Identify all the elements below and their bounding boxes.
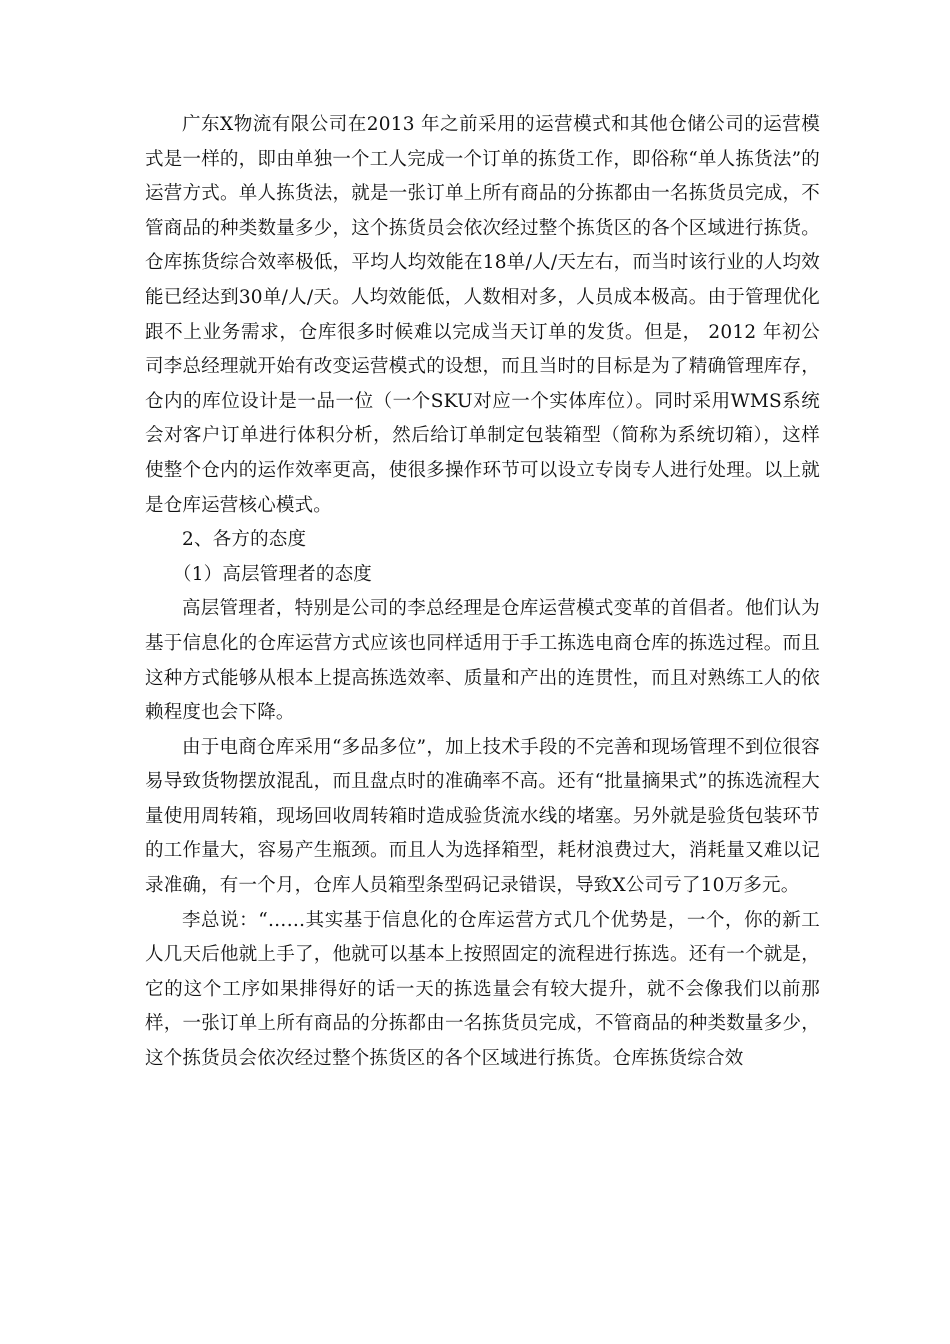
subsection-heading-senior-management: （1）高层管理者的态度 [173,563,372,585]
paragraph-quote-li: 李总说：“……其实基于信息化的仓库运营方式几个优势是，一个，你的新工人几天后他就上手了，他就可以基本上按照固定的流程进行拣选。还有一个就是，它的这个工序如果排得好的话一天的拣选量会有较大提升，就不会像我们以前那样，一张订单上所有商品的分拣都由一名拣货员完成，不管商品的种类数量多少，这个拣货员会依次经过整个拣货区的各个区域进行拣货。仓库拣货综合效 [145,909,820,1070]
document-body [145,108,820,1077]
section-heading-attitudes: 2、各方的态度 [182,529,307,551]
paragraph-warehouse-problems: 由于电商仓库采用“多品多位”，加上技术手段的不完善和现场管理不到位很容易导致货物摆放混乱，而且盘点时的准确率不高。还有“批量摘果式”的拣选流程大量使用周转箱，现场回收周转箱时造成验货流水线的堵塞。另外就是验货包装环节的工作量大，容易产生瓶颈。而且人为选择箱型，耗材浪费过大，消耗量又难以记录准确，有一个月，仓库人员箱型条型码记录错误，导致X公司亏了10万多元。 [145,736,820,897]
paragraph-senior-management: 高层管理者，特别是公司的李总经理是仓库运营模式变革的首倡者。他们认为基于信息化的仓库运营方式应该也同样适用于手工拣选电商仓库的拣选过程。而且这种方式能够从根本上提高拣选效率、质量和产出的连贯性，而且对熟练工人的依赖程度也会下降。 [145,598,820,724]
paragraph-operating-model: 广东X物流有限公司在2013 年之前采用的运营模式和其他仓储公司的运营模式是一样的，即由单独一个工人完成一个订单的拣货工作，即俗称“单人拣货法”的运营方式。单人拣货法，就是一张订单上所有商品的分拣都由一名拣货员完成，不管商品的种类数量多少，这个拣货员会依次经过整个拣货区的各个区域进行拣货。仓库拣货综合效率极低，平均人均效能在18单/人/天左右，而当时该行业的人均效能已经达到30单/人/天。人均效能低，人数相对多，人员成本极高。由于管理优化跟不上业务需求，仓库很多时候难以完成当天订单的发货。但是， 2012 年初公司李总经理就开始有改变运营模式的设想，而且当时的目标是为了精确管理库存，仓内的库位设计是一品一位（一个SKU对应一个实体库位）。同时采用WMS系统会对客户订单进行体积分析，然后给订单制定包装箱型（简称为系统切箱），这样使整个仓内的运作效率更高，使很多操作环节可以设立专岗专人进行处理。以上就是仓库运营核心模式。 [145,114,820,516]
